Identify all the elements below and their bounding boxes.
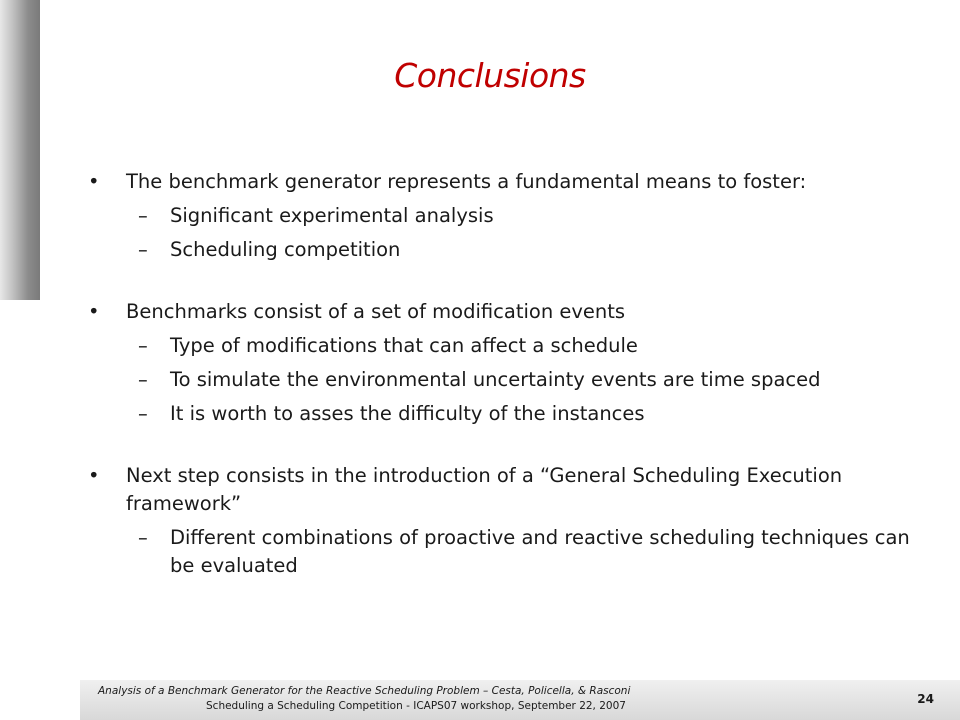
sub-bullet-text: Significant experimental analysis xyxy=(170,204,494,227)
slide-content xyxy=(88,168,918,580)
bullet-text: Benchmarks consist of a set of modification events xyxy=(126,300,626,323)
dash-icon: – xyxy=(138,204,148,227)
sub-bullet-text: Type of modifications that can affect a schedule xyxy=(170,334,638,357)
page-number: 24 xyxy=(917,692,934,706)
slide-title: Conclusions xyxy=(394,56,586,95)
sub-bullet-item xyxy=(88,400,918,428)
sub-bullet-item xyxy=(88,202,918,230)
dash-icon: – xyxy=(138,402,148,425)
sub-bullet-item xyxy=(88,524,918,580)
sub-bullet-item xyxy=(88,236,918,264)
bullet-item xyxy=(88,168,918,196)
bullet-icon: • xyxy=(88,464,100,487)
sub-bullet-item xyxy=(88,366,918,394)
bullet-item xyxy=(88,462,918,518)
sub-bullet-text: To simulate the environmental uncertainty events are time spaced xyxy=(170,368,821,391)
dash-icon: – xyxy=(138,334,148,357)
slide-footer xyxy=(80,680,960,720)
bullet-text: The benchmark generator represents a fundamental means to foster: xyxy=(126,170,807,193)
sub-bullet-text: It is worth to asses the difficulty of the instances xyxy=(170,402,645,425)
bullet-text: Next step consists in the introduction of a “General Scheduling Execution framework” xyxy=(126,464,843,515)
decorative-side-bar xyxy=(0,0,40,300)
sub-bullet-text: Different combinations of proactive and reactive scheduling techniques can be evaluated xyxy=(170,526,910,577)
sub-bullet-text: Scheduling competition xyxy=(170,238,401,261)
dash-icon: – xyxy=(138,368,148,391)
dash-icon: – xyxy=(138,238,148,261)
footer-citation: Analysis of a Benchmark Generator for the Reactive Scheduling Problem – Cesta, Policella, & Rasconi xyxy=(98,685,631,697)
bullet-icon: • xyxy=(88,170,100,193)
sub-bullet-item xyxy=(88,332,918,360)
dash-icon: – xyxy=(138,526,148,549)
bullet-item xyxy=(88,298,918,326)
bullet-icon: • xyxy=(88,300,100,323)
footer-event: Scheduling a Scheduling Competition - ICAPS07 workshop, September 22, 2007 xyxy=(206,700,626,712)
